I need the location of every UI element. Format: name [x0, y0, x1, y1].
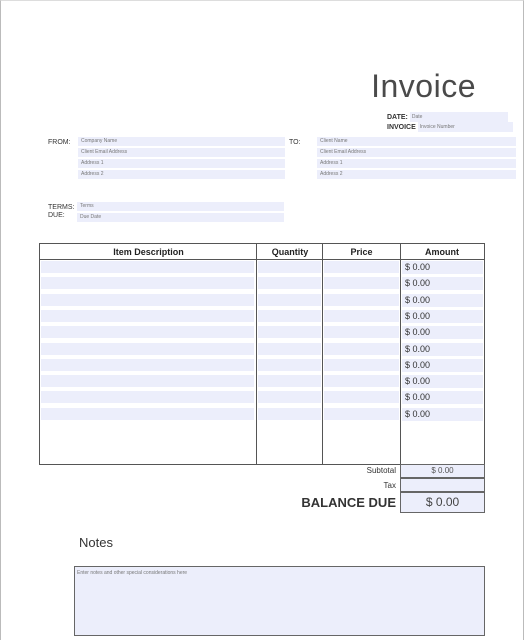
invoice-number-row: [387, 122, 513, 132]
tax-label: Tax: [383, 481, 396, 490]
to-email-field[interactable]: Client Email Address: [317, 148, 516, 157]
item-description-cell[interactable]: [41, 294, 254, 306]
item-amount-cell: $ 0.00: [402, 294, 483, 307]
from-label: FROM:: [48, 139, 71, 146]
column-divider: [322, 244, 323, 464]
date-field[interactable]: Date: [410, 112, 508, 122]
item-description-cell[interactable]: [41, 375, 254, 387]
from-address1-field[interactable]: Address 1: [78, 159, 285, 168]
terms-label: TERMS:: [48, 204, 75, 211]
due-label: DUE:: [48, 212, 65, 219]
to-label: TO:: [289, 139, 301, 146]
header-price: Price: [323, 244, 400, 260]
item-quantity-cell[interactable]: [258, 343, 321, 355]
date-row: [387, 112, 508, 122]
from-address2-field[interactable]: Address 2: [78, 170, 285, 179]
item-description-cell[interactable]: [41, 391, 254, 403]
item-amount-cell: $ 0.00: [402, 326, 483, 339]
item-price-cell[interactable]: [324, 310, 399, 322]
balance-due-label: BALANCE DUE: [301, 495, 396, 510]
item-price-cell[interactable]: [324, 261, 399, 273]
invoice-title: Invoice: [371, 68, 476, 104]
balance-due-value: $ 0.00: [400, 492, 485, 513]
items-table: [39, 243, 485, 465]
item-description-cell[interactable]: [41, 326, 254, 338]
item-description-cell[interactable]: [41, 310, 254, 322]
subtotal-value: $ 0.00: [400, 464, 485, 478]
item-amount-cell: $ 0.00: [402, 391, 483, 404]
item-amount-cell: $ 0.00: [402, 277, 483, 290]
item-quantity-cell[interactable]: [258, 310, 321, 322]
to-address1-field[interactable]: Address 1: [317, 159, 516, 168]
terms-field[interactable]: Terms: [77, 202, 284, 211]
item-description-cell[interactable]: [41, 277, 254, 289]
notes-field[interactable]: Enter notes and other special considerations here: [74, 566, 485, 636]
item-price-cell[interactable]: [324, 391, 399, 403]
tax-field[interactable]: [400, 478, 485, 492]
invoice-number-field[interactable]: Invoice Number: [418, 122, 513, 132]
item-amount-cell: $ 0.00: [402, 408, 483, 421]
item-price-cell[interactable]: [324, 294, 399, 306]
item-description-cell[interactable]: [41, 408, 254, 420]
item-price-cell[interactable]: [324, 343, 399, 355]
item-quantity-cell[interactable]: [258, 261, 321, 273]
item-price-cell[interactable]: [324, 326, 399, 338]
subtotal-label: Subtotal: [366, 466, 396, 475]
due-date-field[interactable]: Due Date: [77, 213, 284, 222]
invoice-number-label: INVOICE: [387, 123, 416, 131]
item-price-cell[interactable]: [324, 277, 399, 289]
date-label: DATE:: [387, 113, 408, 121]
item-quantity-cell[interactable]: [258, 408, 321, 420]
item-quantity-cell[interactable]: [258, 391, 321, 403]
column-divider: [400, 244, 401, 464]
item-price-cell[interactable]: [324, 375, 399, 387]
from-company-field[interactable]: Company Name: [78, 137, 285, 146]
item-quantity-cell[interactable]: [258, 277, 321, 289]
header-item-description: Item Description: [40, 244, 257, 260]
column-divider: [256, 244, 257, 464]
item-quantity-cell[interactable]: [258, 359, 321, 371]
item-description-cell[interactable]: [41, 261, 254, 273]
to-address2-field[interactable]: Address 2: [317, 170, 516, 179]
item-quantity-cell[interactable]: [258, 294, 321, 306]
item-amount-cell: $ 0.00: [402, 359, 483, 372]
item-quantity-cell[interactable]: [258, 375, 321, 387]
item-quantity-cell[interactable]: [258, 326, 321, 338]
header-quantity: Quantity: [257, 244, 323, 260]
item-price-cell[interactable]: [324, 359, 399, 371]
item-amount-cell: $ 0.00: [402, 310, 483, 323]
item-price-cell[interactable]: [324, 408, 399, 420]
item-description-cell[interactable]: [41, 343, 254, 355]
from-email-field[interactable]: Client Email Address: [78, 148, 285, 157]
item-description-cell[interactable]: [41, 359, 254, 371]
item-amount-cell: $ 0.00: [402, 375, 483, 388]
to-client-name-field[interactable]: Client Name: [317, 137, 516, 146]
item-amount-cell: $ 0.00: [402, 343, 483, 356]
header-amount: Amount: [400, 244, 484, 260]
notes-title: Notes: [79, 535, 113, 550]
item-amount-cell: $ 0.00: [402, 261, 483, 274]
